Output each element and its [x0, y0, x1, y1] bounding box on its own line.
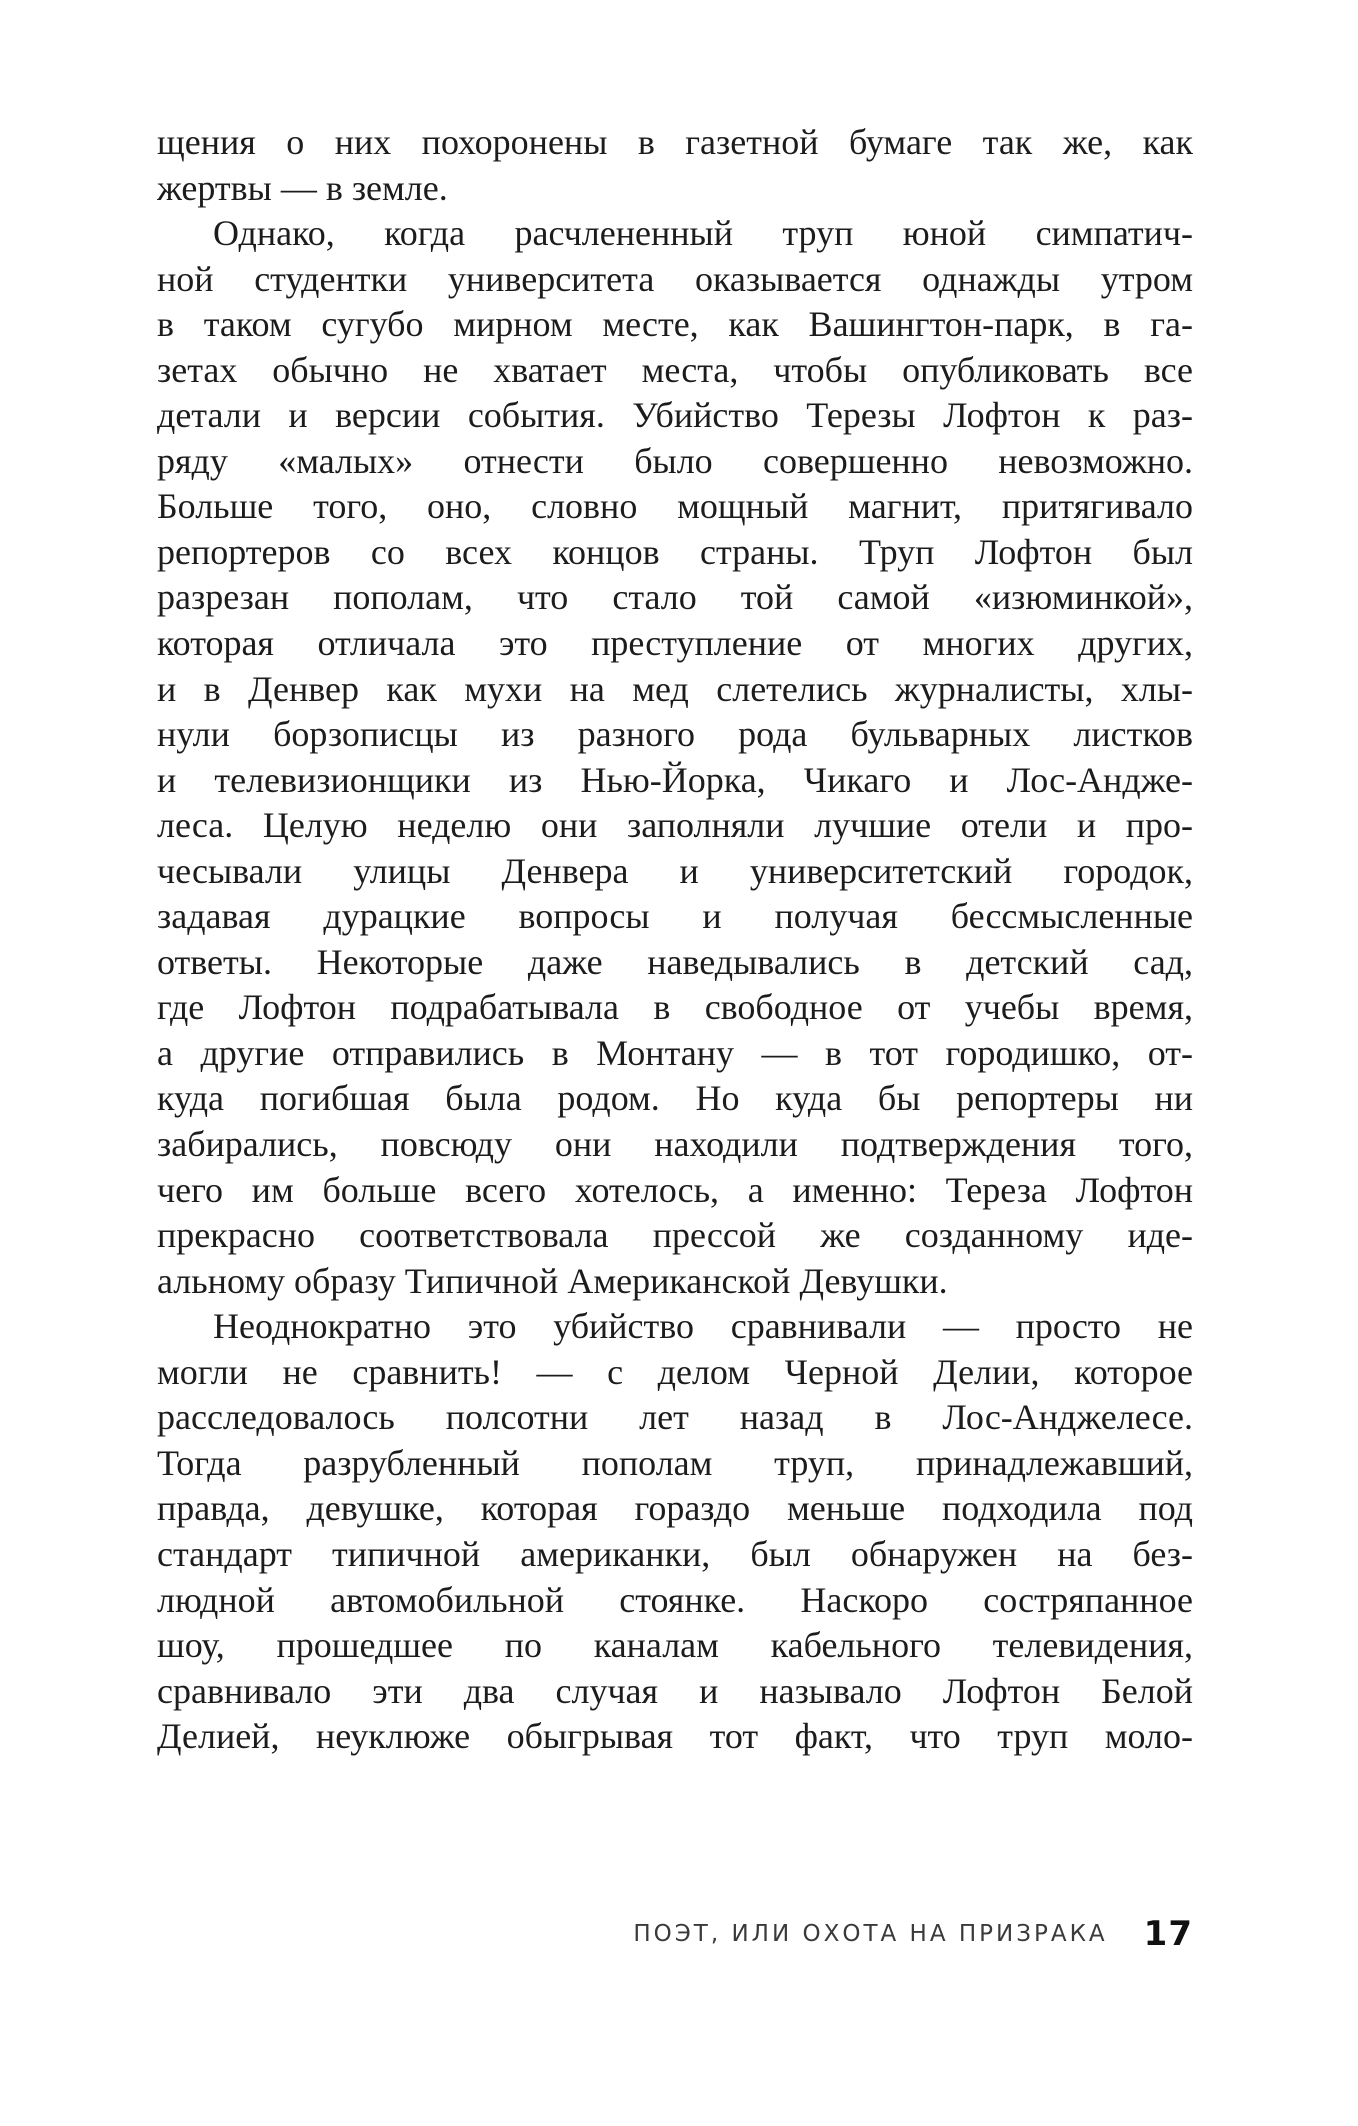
text-line: шоу, прошедшее по каналам кабельного телевидения, — [157, 1625, 1193, 1666]
text-line: а другие отправились в Монтану — в тот городишко, от- — [157, 1032, 1193, 1073]
text-line: задавая дурацкие вопросы и получая бессмысленные — [157, 896, 1193, 937]
text-line: забирались, повсюду они находили подтверждения того, — [157, 1124, 1193, 1165]
text-line: детали и версии события. Убийство Терезы Лофтон к раз- — [157, 395, 1193, 436]
text-line: которая отличала это преступление от многих других, — [157, 623, 1193, 664]
text-line: ответы. Некоторые даже наведывались в детский сад, — [157, 941, 1193, 982]
running-title: ПОЭТ, ИЛИ ОХОТА НА ПРИЗРАКА — [633, 1921, 1108, 1947]
text-line: чего им больше всего хотелось, а именно: Тереза Лофтон — [157, 1169, 1193, 1210]
text-line: нули борзописцы из разного рода бульварных листков — [157, 714, 1193, 755]
text-line: могли не сравнить! — с делом Черной Делии, которое — [157, 1351, 1193, 1392]
page-number: 17 — [1143, 1914, 1193, 1954]
text-line: леса. Целую неделю они заполняли лучшие отели и про- — [157, 805, 1193, 846]
text-line: Неоднократно это убийство сравнивали — просто не — [213, 1306, 1193, 1347]
page-footer — [0, 1914, 1193, 1954]
text-line: правда, девушке, которая гораздо меньше подходила под — [157, 1488, 1193, 1529]
text-line: чесывали улицы Денвера и университетский городок, — [157, 850, 1193, 891]
body-text — [157, 120, 1193, 1760]
text-line: ряду «малых» отнести было совершенно невозможно. — [157, 440, 1193, 481]
text-line: в таком сугубо мирном месте, как Вашингтон-парк, в га- — [157, 304, 1193, 345]
text-line: Делией, неуклюже обыгрывая тот факт, что труп моло- — [157, 1716, 1193, 1757]
text-line: стандарт типичной американки, был обнаружен на без- — [157, 1533, 1193, 1574]
text-line: расследовалось полсотни лет назад в Лос-Анджелесе. — [157, 1397, 1193, 1438]
text-line: Больше того, оно, словно мощный магнит, притягивало — [157, 486, 1193, 527]
text-line: репортеров со всех концов страны. Труп Лофтон был — [157, 531, 1193, 572]
text-line: ной студентки университета оказывается однажды утром — [157, 258, 1193, 299]
text-line: зетах обычно не хватает места, чтобы опубликовать все — [157, 349, 1193, 390]
text-line: где Лофтон подрабатывала в свободное от учебы время, — [157, 987, 1193, 1028]
text-line: разрезан пополам, что стало той самой «изюминкой», — [157, 577, 1193, 618]
text-line: и телевизионщики из Нью-Йорка, Чикаго и Лос-Андже- — [157, 759, 1193, 800]
text-line: людной автомобильной стоянке. Наскоро состряпанное — [157, 1579, 1193, 1620]
text-line: щения о них похоронены в газетной бумаге так же, как — [157, 122, 1193, 162]
text-line: сравнивало эти два случая и называло Лофтон Белой — [157, 1670, 1193, 1711]
text-line: и в Денвер как мухи на мед слетелись журналисты, хлы- — [157, 668, 1193, 709]
text-line: Однако, когда расчлененный труп юной симпатич- — [213, 213, 1193, 254]
text-line: альному образу Типичной Американской Девушки. — [157, 1260, 948, 1301]
text-line: куда погибшая была родом. Но куда бы репортеры ни — [157, 1078, 1193, 1119]
text-line: Тогда разрубленный пополам труп, принадлежавший, — [157, 1442, 1193, 1483]
text-line: жертвы — в земле. — [157, 167, 448, 208]
text-line: прекрасно соответствовала прессой же созданному иде- — [157, 1215, 1193, 1256]
